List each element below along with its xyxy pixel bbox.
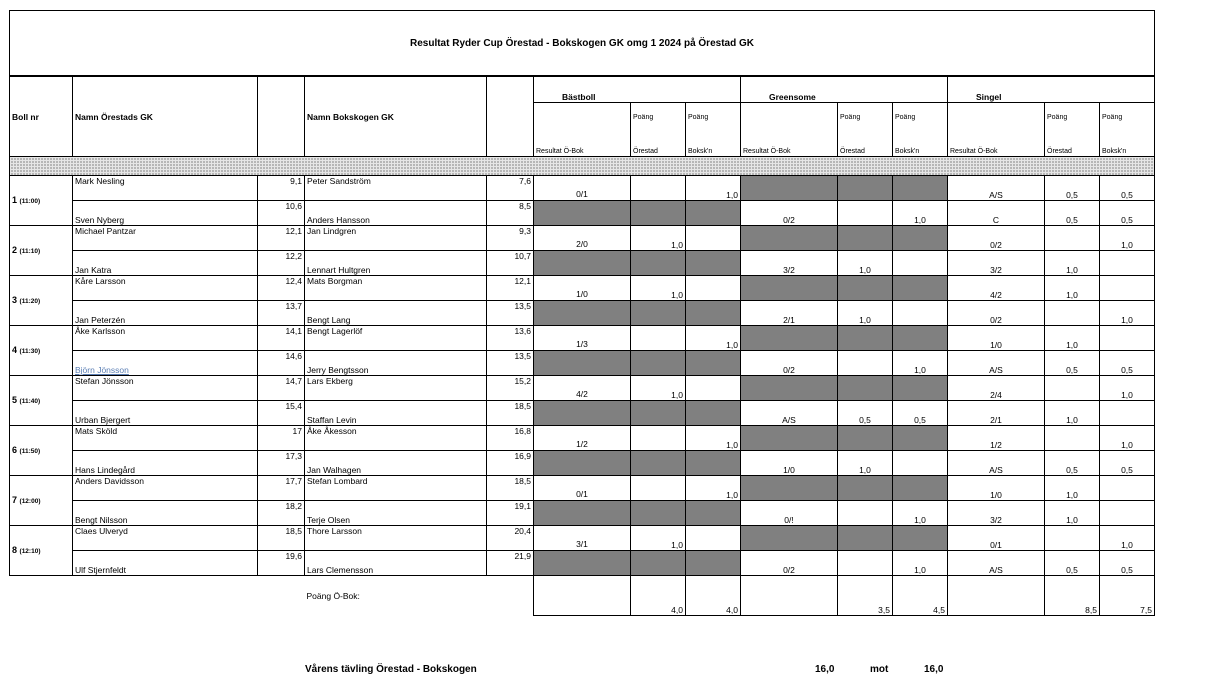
singel-points-orestad: 1,0	[1045, 251, 1100, 276]
hcp-orestad: 10,6	[258, 201, 305, 226]
totals-singel-orestad: 8,5	[1045, 576, 1100, 616]
hcp-orestad: 13,7	[258, 301, 305, 326]
player-orestad: Anders Davidsson	[73, 476, 258, 501]
header-greensome: Greensome	[741, 77, 948, 103]
greensome-empty-cell	[741, 226, 838, 251]
bastboll-empty-cell	[631, 251, 686, 276]
subheader-resultat-label: Resultat Ö-Bok	[950, 148, 998, 155]
greensome-points-bokskogen	[893, 251, 948, 276]
boll-nr: 7	[12, 494, 18, 505]
subheader-resultat	[741, 103, 838, 157]
boll-number	[10, 476, 73, 526]
table-row	[10, 226, 1160, 251]
player-orestad: Mats Sköld	[73, 426, 258, 451]
player-bokskogen: Jan Lindgren	[305, 226, 487, 251]
hcp-orestad: 19,6	[258, 551, 305, 576]
subheader-team-label: Örestad	[840, 148, 865, 155]
subheader-resultat-label: Resultat Ö-Bok	[536, 148, 584, 155]
totals-bastboll-bokskogen: 4,0	[686, 576, 741, 616]
totals-bastboll-orestad: 4,0	[631, 576, 686, 616]
table-row	[10, 426, 1160, 451]
totals-greensome-result	[741, 576, 838, 616]
bastboll-result: 2/0	[534, 226, 631, 251]
bastboll-points-bokskogen	[686, 226, 741, 251]
singel-result: 3/2	[948, 251, 1045, 276]
footer-score-bokskogen: 16,0	[924, 664, 944, 675]
table-row	[10, 501, 1160, 526]
table-row	[10, 201, 1160, 226]
bastboll-points-bokskogen	[686, 526, 741, 551]
subheader-team-label: Boksk'n	[1102, 148, 1127, 155]
empty-cell	[10, 576, 305, 616]
singel-points-bokskogen: 1,0	[1100, 426, 1155, 451]
greensome-result: 0/2	[741, 201, 838, 226]
hcp-orestad: 9,1	[258, 176, 305, 201]
player-orestad: Stefan Jönsson	[73, 376, 258, 401]
player-orestad: Åke Karlsson	[73, 326, 258, 351]
hcp-orestad: 14,6	[258, 351, 305, 376]
bastboll-result: 1/3	[534, 326, 631, 351]
tee-time: (11:40)	[19, 397, 41, 405]
greensome-points-bokskogen: 1,0	[893, 351, 948, 376]
greensome-empty-cell	[838, 476, 893, 501]
subheader-poang-label: Poäng	[895, 114, 916, 121]
singel-points-bokskogen: 0,5	[1100, 451, 1155, 476]
player-orestad: Jan Peterzén	[73, 301, 258, 326]
hcp-orestad: 12,2	[258, 251, 305, 276]
player-orestad: Mark Nesling	[73, 176, 258, 201]
player-bokskogen: Lars Ekberg	[305, 376, 487, 401]
subheader-team-label: Boksk'n	[895, 148, 920, 155]
table-row	[10, 476, 1160, 501]
singel-points-bokskogen: 1,0	[1100, 226, 1155, 251]
player-orestad: Jan Katra	[73, 251, 258, 276]
subheader-team-label: Örestad	[1047, 148, 1072, 155]
boll-nr: 1	[12, 194, 18, 205]
greensome-empty-cell	[893, 276, 948, 301]
header-hcp-a	[258, 77, 305, 157]
table-row	[10, 251, 1160, 276]
greensome-empty-cell	[893, 426, 948, 451]
boll-number	[10, 226, 73, 276]
bastboll-points-orestad: 1,0	[631, 276, 686, 301]
greensome-empty-cell	[838, 376, 893, 401]
greensome-empty-cell	[838, 326, 893, 351]
bastboll-empty-cell	[631, 401, 686, 426]
bastboll-empty-cell	[631, 451, 686, 476]
hcp-bokskogen: 7,6	[487, 176, 534, 201]
singel-points-orestad: 1,0	[1045, 401, 1100, 426]
singel-points-bokskogen	[1100, 476, 1155, 501]
singel-points-bokskogen	[1100, 276, 1155, 301]
boll-number	[10, 376, 73, 426]
subheader-poang-label: Poäng	[688, 114, 709, 121]
bastboll-empty-cell	[631, 551, 686, 576]
totals-row	[10, 576, 1160, 616]
singel-points-orestad	[1045, 426, 1100, 451]
greensome-empty-cell	[893, 376, 948, 401]
totals-greensome-orestad: 3,5	[838, 576, 893, 616]
hcp-bokskogen: 16,8	[487, 426, 534, 451]
boll-number	[10, 276, 73, 326]
hcp-bokskogen: 19,1	[487, 501, 534, 526]
bastboll-empty-cell	[631, 301, 686, 326]
greensome-points-orestad	[838, 501, 893, 526]
bastboll-points-bokskogen	[686, 376, 741, 401]
player-orestad: Claes Ulveryd	[73, 526, 258, 551]
header-boll-nr: Boll nr	[10, 77, 73, 157]
player-bokskogen: Lennart Hultgren	[305, 251, 487, 276]
subheader-poang-bokskn	[893, 103, 948, 157]
bastboll-empty-cell	[686, 201, 741, 226]
greensome-empty-cell	[741, 176, 838, 201]
bastboll-empty-cell	[534, 451, 631, 476]
boll-nr: 2	[12, 244, 18, 255]
bastboll-points-orestad	[631, 476, 686, 501]
boll-nr: 8	[12, 544, 18, 555]
hcp-bokskogen: 9,3	[487, 226, 534, 251]
hcp-orestad: 17,3	[258, 451, 305, 476]
table-row	[10, 551, 1160, 576]
player-bokskogen: Mats Borgman	[305, 276, 487, 301]
bastboll-points-bokskogen: 1,0	[686, 476, 741, 501]
greensome-empty-cell	[893, 326, 948, 351]
totals-greensome-bokskogen: 4,5	[893, 576, 948, 616]
singel-result: A/S	[948, 176, 1045, 201]
bastboll-points-bokskogen: 1,0	[686, 326, 741, 351]
greensome-points-orestad	[838, 351, 893, 376]
subheader-resultat	[534, 103, 631, 157]
table-row	[10, 351, 1160, 376]
subheader-poang-label: Poäng	[1047, 114, 1068, 121]
player-orestad: Kåre Larsson	[73, 276, 258, 301]
greensome-empty-cell	[838, 176, 893, 201]
singel-result: 2/1	[948, 401, 1045, 426]
greensome-empty-cell	[893, 476, 948, 501]
header-bastboll: Bästboll	[534, 77, 741, 103]
bastboll-points-orestad	[631, 326, 686, 351]
singel-points-orestad	[1045, 301, 1100, 326]
hcp-bokskogen: 18,5	[487, 401, 534, 426]
greensome-empty-cell	[838, 526, 893, 551]
footer-mot: mot	[870, 664, 889, 675]
singel-points-orestad	[1045, 226, 1100, 251]
subheader-poang-orestad	[631, 103, 686, 157]
singel-result: C	[948, 201, 1045, 226]
bastboll-result: 0/1	[534, 476, 631, 501]
bastboll-empty-cell	[534, 251, 631, 276]
hcp-orestad: 17	[258, 426, 305, 451]
bastboll-empty-cell	[534, 551, 631, 576]
bastboll-result: 4/2	[534, 376, 631, 401]
greensome-empty-cell	[741, 276, 838, 301]
singel-result: 0/2	[948, 226, 1045, 251]
greensome-points-bokskogen	[893, 451, 948, 476]
player-bokskogen: Åke Åkesson	[305, 426, 487, 451]
singel-points-orestad: 0,5	[1045, 176, 1100, 201]
greensome-result: 2/1	[741, 301, 838, 326]
tee-time: (11:50)	[19, 447, 41, 455]
boll-nr: 4	[12, 344, 18, 355]
greensome-points-orestad: 0,5	[838, 401, 893, 426]
tee-time: (12:10)	[19, 547, 41, 555]
singel-points-orestad: 1,0	[1045, 476, 1100, 501]
bastboll-points-bokskogen	[686, 276, 741, 301]
bastboll-empty-cell	[686, 251, 741, 276]
footer-score-orestad: 16,0	[815, 664, 835, 675]
player-orestad: Ulf Stjernfeldt	[73, 551, 258, 576]
sheet-title: Resultat Ryder Cup Örestad - Bokskogen GK omg 1 2024 på Örestad GK	[9, 10, 1155, 76]
bastboll-empty-cell	[631, 501, 686, 526]
subheader-poang-bokskn	[1100, 103, 1155, 157]
singel-points-orestad: 1,0	[1045, 501, 1100, 526]
greensome-empty-cell	[741, 526, 838, 551]
player-bokskogen: Terje Olsen	[305, 501, 487, 526]
bastboll-result: 1/2	[534, 426, 631, 451]
header-team-b: Namn Bokskogen GK	[305, 77, 487, 157]
singel-result: 1/0	[948, 326, 1045, 351]
subheader-team-label: Örestad	[633, 148, 658, 155]
totals-singel-result	[948, 576, 1045, 616]
singel-result: 4/2	[948, 276, 1045, 301]
singel-points-bokskogen: 0,5	[1100, 176, 1155, 201]
singel-points-orestad: 0,5	[1045, 351, 1100, 376]
greensome-empty-cell	[741, 426, 838, 451]
singel-points-orestad: 1,0	[1045, 326, 1100, 351]
table-row	[10, 526, 1160, 551]
hcp-bokskogen: 20,4	[487, 526, 534, 551]
greensome-empty-cell	[741, 376, 838, 401]
totals-singel-bokskogen: 7,5	[1100, 576, 1155, 616]
greensome-empty-cell	[838, 276, 893, 301]
singel-points-orestad: 0,5	[1045, 551, 1100, 576]
player-bokskogen: Jerry Bengtsson	[305, 351, 487, 376]
bastboll-points-orestad	[631, 176, 686, 201]
singel-points-bokskogen: 1,0	[1100, 376, 1155, 401]
hcp-bokskogen: 21,9	[487, 551, 534, 576]
header-hcp-b	[487, 77, 534, 157]
singel-result: 3/2	[948, 501, 1045, 526]
singel-result: A/S	[948, 451, 1045, 476]
hcp-bokskogen: 10,7	[487, 251, 534, 276]
singel-points-bokskogen	[1100, 401, 1155, 426]
greensome-empty-cell	[741, 476, 838, 501]
hcp-orestad: 18,2	[258, 501, 305, 526]
singel-points-bokskogen	[1100, 251, 1155, 276]
boll-number	[10, 426, 73, 476]
player-orestad: Björn Jönsson	[73, 351, 258, 376]
table-row	[10, 326, 1160, 351]
bastboll-empty-cell	[631, 351, 686, 376]
player-orestad: Michael Pantzar	[73, 226, 258, 251]
greensome-result: A/S	[741, 401, 838, 426]
hcp-bokskogen: 18,5	[487, 476, 534, 501]
boll-nr: 5	[12, 394, 18, 405]
greensome-result: 0/2	[741, 351, 838, 376]
subheader-poang-label: Poäng	[633, 114, 654, 121]
hcp-bokskogen: 16,9	[487, 451, 534, 476]
table-row	[10, 376, 1160, 401]
header-singel: Singel	[948, 77, 1155, 103]
greensome-empty-cell	[893, 526, 948, 551]
singel-points-bokskogen: 0,5	[1100, 201, 1155, 226]
bastboll-points-orestad	[631, 426, 686, 451]
hcp-orestad: 18,5	[258, 526, 305, 551]
tee-time: (11:30)	[19, 347, 41, 355]
boll-number	[10, 526, 73, 576]
greensome-result: 1/0	[741, 451, 838, 476]
greensome-result: 3/2	[741, 251, 838, 276]
bastboll-points-bokskogen: 1,0	[686, 176, 741, 201]
subheader-poang-orestad	[838, 103, 893, 157]
bastboll-empty-cell	[686, 301, 741, 326]
bastboll-empty-cell	[686, 501, 741, 526]
singel-result: 1/2	[948, 426, 1045, 451]
table-row	[10, 451, 1160, 476]
greensome-empty-cell	[838, 426, 893, 451]
greensome-result: 0/2	[741, 551, 838, 576]
greensome-points-bokskogen: 0,5	[893, 401, 948, 426]
hcp-orestad: 12,4	[258, 276, 305, 301]
boll-nr: 6	[12, 444, 18, 455]
greensome-empty-cell	[893, 176, 948, 201]
singel-points-orestad	[1045, 526, 1100, 551]
bastboll-result: 3/1	[534, 526, 631, 551]
bastboll-empty-cell	[534, 501, 631, 526]
footer-label: Vårens tävling Örestad - Bokskogen	[305, 664, 477, 675]
player-bokskogen: Thore Larsson	[305, 526, 487, 551]
greensome-result: 0/!	[741, 501, 838, 526]
bastboll-empty-cell	[686, 401, 741, 426]
singel-points-orestad: 0,5	[1045, 201, 1100, 226]
greensome-points-bokskogen: 1,0	[893, 551, 948, 576]
bastboll-empty-cell	[534, 351, 631, 376]
player-bokskogen: Bengt Lagerlöf	[305, 326, 487, 351]
subheader-poang-bokskn	[686, 103, 741, 157]
totals-label: Poäng Ö-Bok:	[306, 590, 360, 601]
hcp-orestad: 14,7	[258, 376, 305, 401]
bastboll-points-bokskogen: 1,0	[686, 426, 741, 451]
singel-points-bokskogen: 0,5	[1100, 551, 1155, 576]
singel-points-orestad: 1,0	[1045, 276, 1100, 301]
boll-nr: 3	[12, 294, 18, 305]
singel-points-bokskogen: 1,0	[1100, 301, 1155, 326]
player-bokskogen: Staffan Levin	[305, 401, 487, 426]
table-row	[10, 176, 1160, 201]
singel-points-orestad	[1045, 376, 1100, 401]
boll-number	[10, 326, 73, 376]
greensome-points-orestad: 1,0	[838, 301, 893, 326]
greensome-empty-cell	[838, 226, 893, 251]
table-row	[10, 401, 1160, 426]
greensome-empty-cell	[741, 326, 838, 351]
greensome-empty-cell	[893, 226, 948, 251]
subheader-team-label: Boksk'n	[688, 148, 713, 155]
player-bokskogen: Bengt Lang	[305, 301, 487, 326]
boll-number	[10, 176, 73, 226]
bastboll-points-orestad: 1,0	[631, 526, 686, 551]
greensome-points-bokskogen: 1,0	[893, 201, 948, 226]
bastboll-empty-cell	[631, 201, 686, 226]
subheader-poang-orestad	[1045, 103, 1100, 157]
bastboll-points-orestad: 1,0	[631, 376, 686, 401]
totals-bastboll-result	[534, 576, 631, 616]
tee-time: (11:10)	[19, 247, 41, 255]
bastboll-empty-cell	[534, 401, 631, 426]
bastboll-result: 0/1	[534, 176, 631, 201]
subheader-poang-label: Poäng	[1102, 114, 1123, 121]
player-bokskogen: Peter Sandström	[305, 176, 487, 201]
player-orestad: Urban Bjergert	[73, 401, 258, 426]
hcp-bokskogen: 13,5	[487, 351, 534, 376]
singel-result: 0/2	[948, 301, 1045, 326]
singel-points-bokskogen	[1100, 501, 1155, 526]
pattern-separator	[10, 157, 1155, 176]
hcp-bokskogen: 12,1	[487, 276, 534, 301]
bastboll-empty-cell	[534, 201, 631, 226]
table-row	[10, 301, 1160, 326]
singel-points-bokskogen: 0,5	[1100, 351, 1155, 376]
hcp-bokskogen: 15,2	[487, 376, 534, 401]
hcp-orestad: 17,7	[258, 476, 305, 501]
hcp-orestad: 14,1	[258, 326, 305, 351]
subheader-resultat-label: Resultat Ö-Bok	[743, 148, 791, 155]
bastboll-empty-cell	[686, 551, 741, 576]
bastboll-result: 1/0	[534, 276, 631, 301]
singel-result: A/S	[948, 351, 1045, 376]
bastboll-points-orestad: 1,0	[631, 226, 686, 251]
singel-result: 0/1	[948, 526, 1045, 551]
singel-points-bokskogen: 1,0	[1100, 526, 1155, 551]
greensome-points-orestad	[838, 201, 893, 226]
greensome-points-orestad	[838, 551, 893, 576]
greensome-points-orestad: 1,0	[838, 451, 893, 476]
greensome-points-bokskogen	[893, 301, 948, 326]
hcp-bokskogen: 13,5	[487, 301, 534, 326]
singel-points-bokskogen	[1100, 326, 1155, 351]
player-orestad: Sven Nyberg	[73, 201, 258, 226]
player-orestad: Bengt Nilsson	[73, 501, 258, 526]
subheader-resultat	[948, 103, 1045, 157]
singel-result: 2/4	[948, 376, 1045, 401]
bastboll-empty-cell	[534, 301, 631, 326]
hcp-orestad: 15,4	[258, 401, 305, 426]
bastboll-empty-cell	[686, 451, 741, 476]
player-bokskogen: Stefan Lombard	[305, 476, 487, 501]
tee-time: (11:20)	[19, 297, 41, 305]
header-team-a: Namn Örestads GK	[73, 77, 258, 157]
tee-time: (11:00)	[19, 197, 41, 205]
hcp-bokskogen: 13,6	[487, 326, 534, 351]
player-bokskogen: Jan Walhagen	[305, 451, 487, 476]
singel-result: A/S	[948, 551, 1045, 576]
greensome-points-orestad: 1,0	[838, 251, 893, 276]
subheader-poang-label: Poäng	[840, 114, 861, 121]
player-bokskogen: Lars Clemensson	[305, 551, 487, 576]
singel-result: 1/0	[948, 476, 1045, 501]
results-table	[9, 76, 1160, 616]
singel-points-orestad: 0,5	[1045, 451, 1100, 476]
player-bokskogen: Anders Hansson	[305, 201, 487, 226]
player-orestad: Hans Lindegård	[73, 451, 258, 476]
bastboll-empty-cell	[686, 351, 741, 376]
hcp-orestad: 12,1	[258, 226, 305, 251]
greensome-points-bokskogen: 1,0	[893, 501, 948, 526]
table-row	[10, 276, 1160, 301]
tee-time: (12:00)	[19, 497, 41, 505]
hcp-bokskogen: 8,5	[487, 201, 534, 226]
